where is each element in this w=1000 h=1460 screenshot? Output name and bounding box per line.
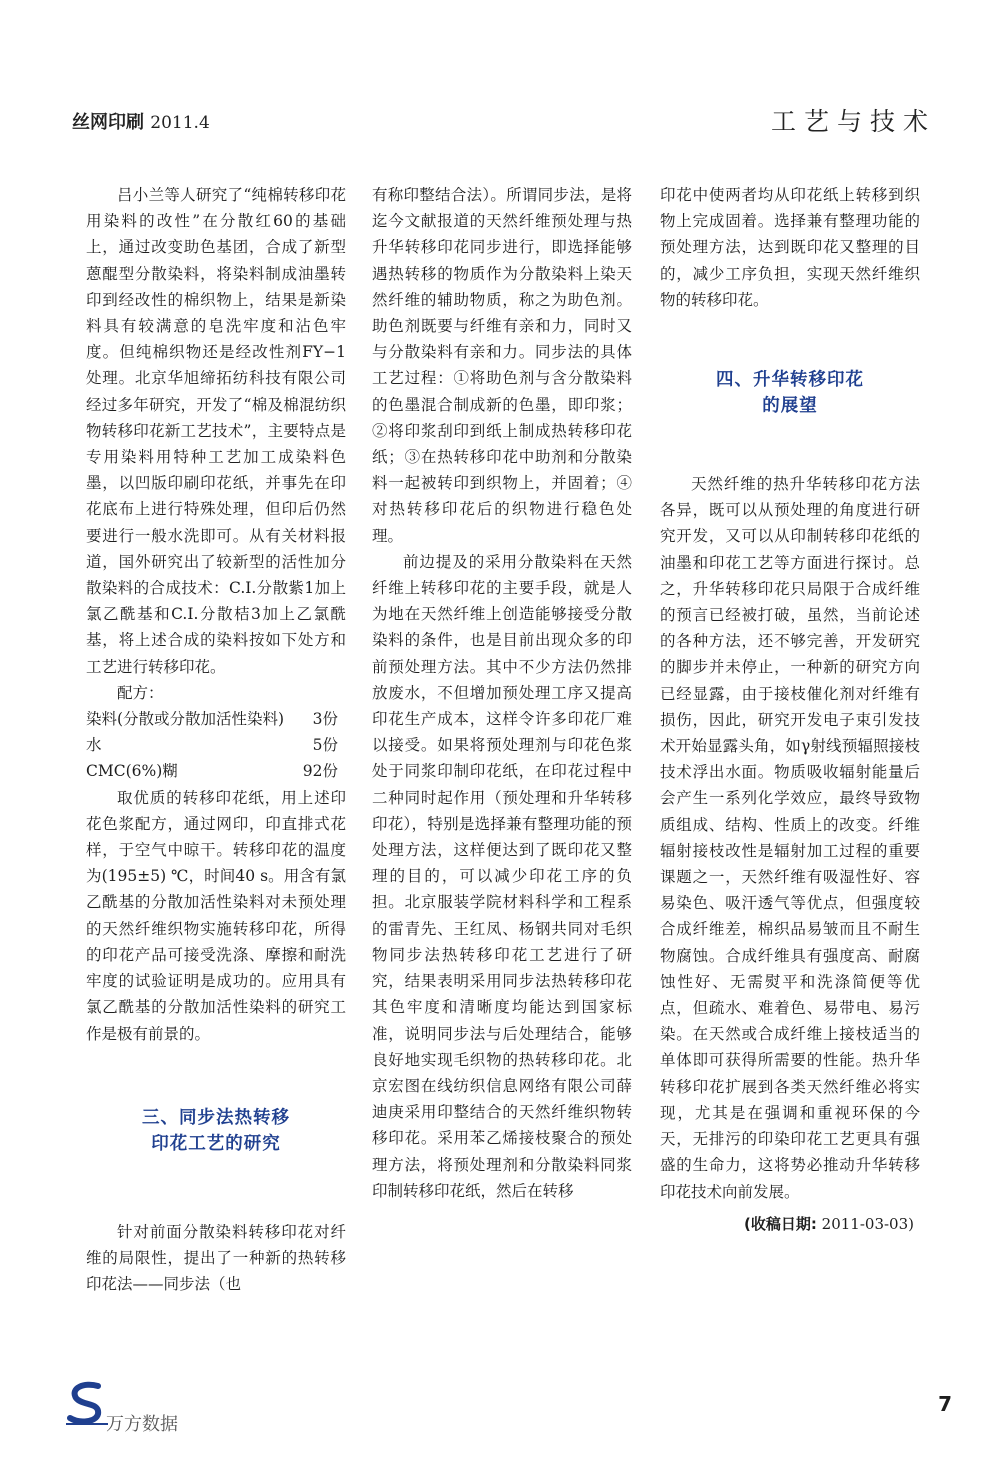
paragraph: 天然纤维的热升华转移印花方法各异，既可以从预处理的角度进行研究开发，又可以从印制转移印花纸的油墨和印花工艺等方面进行探讨。总之，升华转移印花只局限于合成纤维的预言已经被打破，虽然，当前论述的各种方法，还不够完善，开发研究的脚步并未停止，一种新的研究方向已经显露，由于接枝催化剂对纤维有损伤，因此，研究开发电子束引发技术开始显露头角，如γ射线预辐照接枝技术浮出水面。物质吸收辐射能量后会产生一系列化学效应，最终导致物质组成、结构、性质上的改变。纤维辐射接枝改性是辐射加工过程的重要课题之一，天然纤维有吸湿性好、容易染色、吸汗透气等优点，但强度较合成纤维差，棉织品易皱而且不耐生物腐蚀。合成纤维具有强度高、耐腐蚀性好、无需熨平和洗涤简便等优点，但疏水、难着色、易带电、易污染。在天然或合成纤维上接枝适当的单体即可获得所需要的性能。热升华转移印花扩展到各类天然纤维必将实现，尤其是在强调和重视环保的今天，无排污的印染印花工艺更具有强盛的生命力，这将势必推动升华转移印花技术向前发展。 [660,475,920,1201]
received-value: 2011-03-03) [821,1214,914,1233]
received-date [660,1211,920,1237]
journal-name: 丝网印刷 [72,112,144,133]
heading-line: 三、同步法热转移 [142,1107,290,1128]
paragraph: 吕小兰等人研究了“纯棉转移印花用染料的改性”在分散红60的基础上，通过改变助色基团，合成了新型蒽醌型分散染料，将染料制成油墨转印到经改性的棉织物上，结果是新染料具有较满意的皂洗牢度和沾色牢度。但纯棉织物还是经改性剂FY−1处理。北京华旭缔拓纺科技有限公司经过多年研究，开发了“棉及棉混纺织物转移印花新工艺技术”，主要特点是专用染料用特种工艺加工成染料色墨，以凹版印刷印花纸，并事先在印花底布上进行特殊处理，但印后仍然要进行一般水洗即可。从有关材料报道，国外研究出了较新型的活性加分散染料的合成技术：C.I.分散紫1加上氯乙酰基和C.I.分散桔3加上乙氯酰基，将上述合成的染料按如下处方和工艺进行转移印花。 [86,186,346,676]
heading-line: 的展望 [762,396,818,417]
paragraph: 有称印整结合法）。所谓同步法，是将迄今文献报道的天然纤维预处理与热升华转移印花同步进行，即选择能够遇热转移的物质作为分散染料上染天然纤维的辅助物质，称之为助色剂。助色剂既要与纤维有亲和力，同时又与分散染料有亲和力。同步法的具体工艺过程：①将助色剂与含分散染料的色墨混合制成新的色墨，即印浆；②将印浆刮印到纸上制成热转移印花纸；③在热转移印花中助剂和分散染料一起被转印到织物上，并固着；④对热转移印花后的织物进行稳色处理。 [372,186,632,545]
recipe-ingredient: 染料(分散或分散加活性染料) [86,710,285,729]
recipe-amount: 92份 [302,762,338,781]
column-1 [86,182,346,1297]
paragraph: 针对前面分散染料转移印花对纤维的局限性，提出了一种新的热转移印花法——同步法（也 [86,1222,346,1294]
section-heading-4 [660,367,920,419]
paragraph: 印花中使两者均从印花纸上转移到织物上完成固着。选择兼有整理功能的预处理方法，达到既印花又整理的目的，减少工序负担，实现天然纤维织物的转移印花。 [660,186,920,309]
received-label: (收稿日期: [744,1214,817,1233]
publisher-logo [62,1378,112,1428]
recipe-table [86,706,338,785]
column-3 [660,182,920,1237]
recipe-ingredient: CMC(6%)糊 [86,762,178,781]
recipe-amount: 3份 [312,710,338,729]
heading-line: 印花工艺的研究 [151,1133,281,1154]
section-heading-3 [86,1105,346,1157]
section-title: 工艺与技术 [770,107,936,136]
journal-issue: 2011.4 [150,113,210,133]
recipe-row [86,706,338,732]
watermark: 万方数据 [106,1414,178,1435]
paragraph: 前边提及的采用分散染料在天然纤维上转移印花的主要手段，就是人为地在天然纤维上创造能够接受分散染料的条件，也是目前出现众多的印前预处理方法。其中不少方法仍然排放废水，不但增加预处理工序又提高印花生产成本，这样令许多印花厂难以接受。如果将预处理剂与印花色浆处于同浆印制印花纸，在印花过程中二种同时起作用（预处理和升华转移印花），特别是选择兼有整理功能的预处理方法，这样便达到了既印花又整理的目的，可以减少印花工序的负担。北京服装学院材料科学和工程系的雷青先、王红凤、杨钢共同对毛织物同步法热转移印花工艺进行了研究，结果表明采用同步法热转移印花其色牢度和清晰度均能达到国家标准，说明同步法与后处理结合，能够良好地实现毛织物的热转移印花。北京宏图在线纺织信息网络有限公司薛迪庚采用印整结合的天然纤维织物转移印花。采用苯乙烯接枝聚合的预处理方法，将预处理剂和分散染料同浆印制转移印花纸，然后在转移 [372,552,632,1200]
paragraph: 取优质的转移印花纸，用上述印花色浆配方，通过网印，印直排式花样，于空气中晾干。转移印花的温度为(195±5) ℃，时间40 s。用含有氯乙酰基的分散加活性染料对未预处理的天然纤维织物实施转移印花，所得的印花产品可接受洗涤、摩擦和耐洗牢度的试验证明是成功的。应用具有氯乙酰基的分散加活性染料的研究工作是极有前景的。 [86,788,346,1043]
heading-line: 四、升华转移印花 [716,370,864,391]
journal-header [72,108,210,134]
page-number: 7 [938,1392,952,1416]
recipe-amount: 5份 [312,736,338,755]
recipe-row [86,758,338,784]
column-2 [372,182,632,1204]
recipe-row [86,732,338,758]
recipe-ingredient: 水 [86,736,102,755]
formula-title: 配方： [117,683,164,702]
